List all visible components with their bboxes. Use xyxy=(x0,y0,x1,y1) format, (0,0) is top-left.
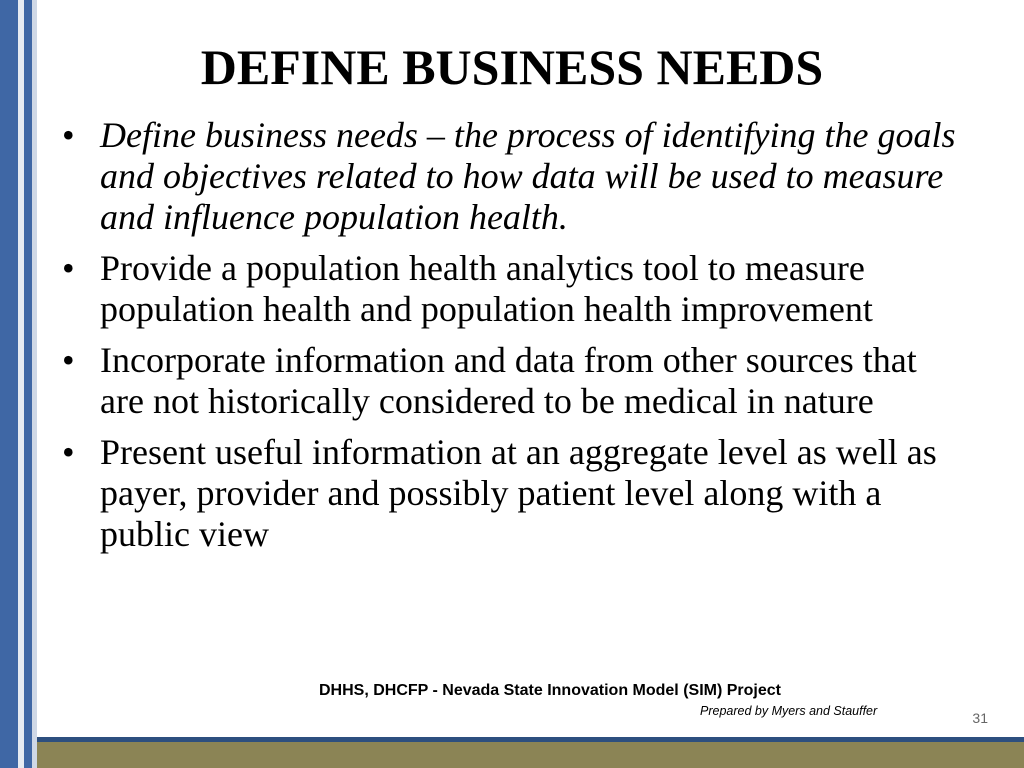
bullet-text: Incorporate information and data from other sources that are not historically considered to be medical in nature xyxy=(100,340,917,421)
bullet-glyph: • xyxy=(62,432,75,472)
bullet-glyph: • xyxy=(62,248,75,288)
left-border-edge xyxy=(32,0,37,768)
bullet-item xyxy=(62,340,962,422)
slide-title: DEFINE BUSINESS NEEDS xyxy=(200,39,824,95)
bullet-glyph: • xyxy=(62,340,75,380)
page-number: 31 xyxy=(972,710,988,726)
bullet-text: Present useful information at an aggregate level as well as payer, provider and possibly patient level along with a public view xyxy=(100,432,937,554)
bullet-item xyxy=(62,248,962,330)
footer-project-title: DHHS, DHCFP - Nevada State Innovation Model (SIM) Project xyxy=(319,682,781,699)
footer-prepared-by: Prepared by Myers and Stauffer xyxy=(700,704,878,718)
bullet-list xyxy=(62,115,962,565)
bullet-text: Define business needs – the process of identifying the goals and objectives related to how data will be used to measure and influence population health. xyxy=(100,115,956,237)
bullet-item xyxy=(62,115,962,238)
bullet-item xyxy=(62,432,962,555)
bottom-border-band xyxy=(37,742,1024,768)
left-border-stripe-inner xyxy=(24,0,32,768)
bullet-glyph: • xyxy=(62,115,75,155)
bullet-text: Provide a population health analytics tool to measure population health and population health improvement xyxy=(100,248,873,329)
left-border-stripe xyxy=(0,0,18,768)
